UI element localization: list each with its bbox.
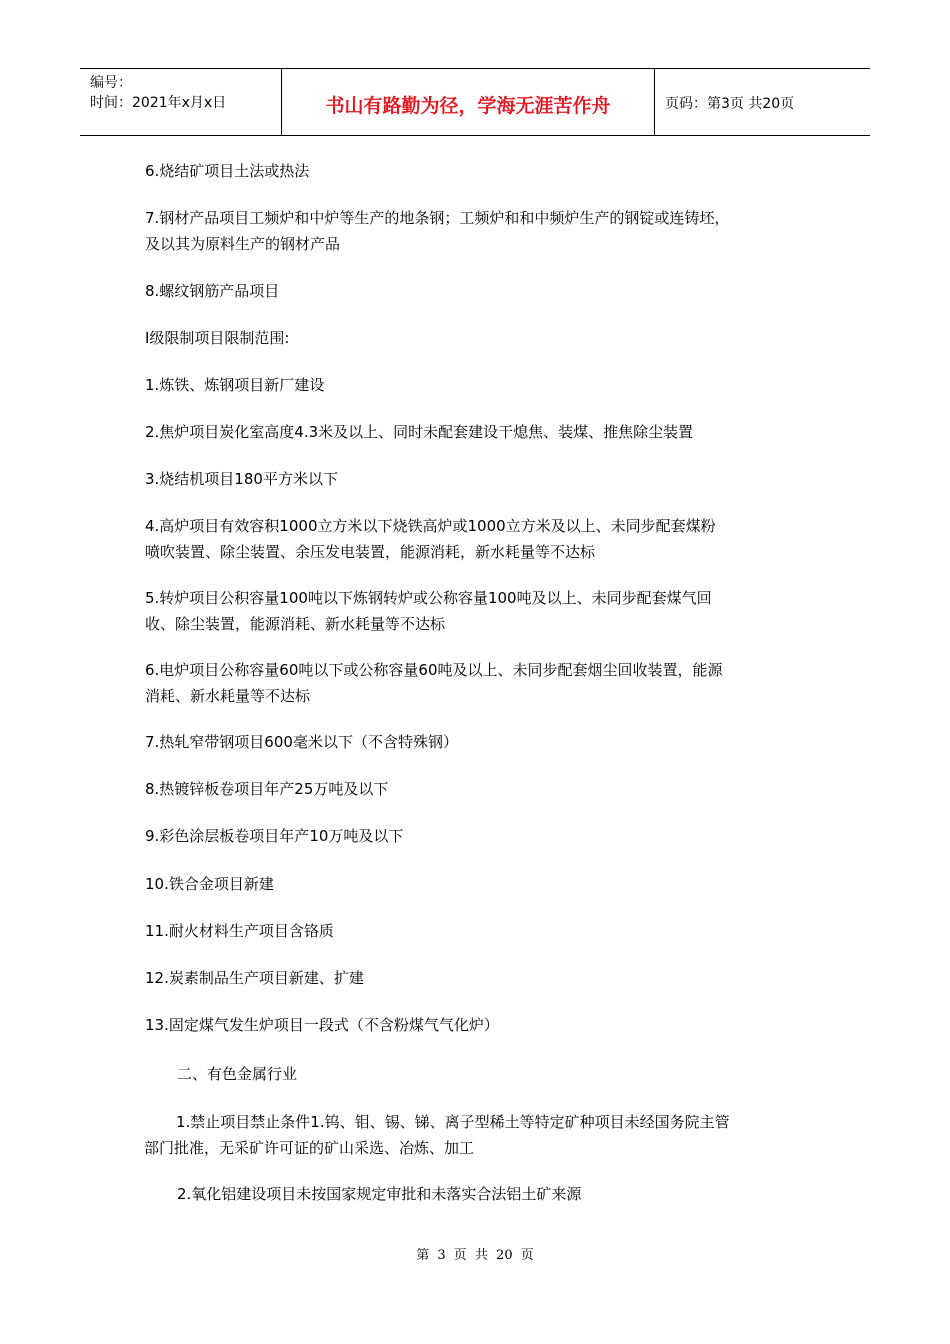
header-page-info: 页码：第3页 共20页	[665, 96, 795, 112]
paragraph: 8.螺纹钢筋产品项目	[145, 282, 280, 300]
paragraph: 10.铁合金项目新建	[145, 875, 274, 893]
paragraph: 1.禁止项目禁止条件1.钨、钼、锡、锑、离子型稀土等特定矿种项目未经国务院主管 部门批准，无采矿许可证的矿山采选、冶炼、加工	[144, 1113, 730, 1157]
paragraph: 1.炼铁、炼钢项目新厂建设	[145, 376, 325, 394]
section-heading: 二、有色金属行业	[177, 1065, 298, 1083]
page-header	[80, 68, 870, 136]
section-heading: Ⅰ级限制项目限制范围:	[145, 329, 290, 347]
paragraph: 4.高炉项目有效容积1000立方米以下烧铁高炉或1000立方米及以上、未同步配套煤粉 喷吹装置、除尘装置、余压发电装置，能源消耗，新水耗量等不达标	[145, 517, 716, 561]
paragraph: 7.热轧窄带钢项目600毫米以下（不含特殊钢）	[145, 733, 458, 751]
paragraph: 6.电炉项目公称容量60吨以下或公称容量60吨及以上、未同步配套烟尘回收装置，能源 消耗、新水耗量等不达标	[145, 661, 723, 705]
paragraph: 3.烧结机项目180平方米以下	[145, 470, 338, 488]
paragraph: 5.转炉项目公积容量100吨以下炼钢转炉或公称容量100吨及以上、未同步配套煤气回 收、除尘装置，能源消耗、新水耗量等不达标	[145, 589, 712, 633]
paragraph: 2.焦炉项目炭化室高度4.3米及以上、同时未配套建设干熄焦、装煤、推焦除尘装置	[145, 423, 694, 441]
paragraph: 7.钢材产品项目工频炉和中炉等生产的地条钢；工频炉和和中频炉生产的钢锭或连铸坯， 及以其为原料生产的钢材产品	[145, 209, 730, 253]
paragraph: 8.热镀锌板卷项目年产25万吨及以下	[145, 780, 389, 798]
paragraph: 9.彩色涂层板卷项目年产10万吨及以下	[145, 827, 404, 845]
document-number-label: 编号：	[90, 75, 132, 91]
page-footer: 第 3 页 共 20 页	[416, 1248, 534, 1263]
paragraph: 12.炭素制品生产项目新建、扩建	[145, 969, 364, 987]
document-time-label: 时间：2021年x月x日	[90, 95, 227, 111]
paragraph: 6.烧结矿项目土法或热法	[145, 162, 310, 180]
paragraph: 13.固定煤气发生炉项目一段式（不含粉煤气气化炉）	[145, 1016, 499, 1034]
header-meta	[80, 69, 282, 135]
paragraph: 11.耐火材料生产项目含铬质	[145, 922, 334, 940]
header-motto: 书山有路勤为径，学海无涯苦作舟	[282, 69, 655, 135]
paragraph: 2.氧化铝建设项目未按国家规定审批和未落实合法铝土矿来源	[177, 1185, 582, 1203]
